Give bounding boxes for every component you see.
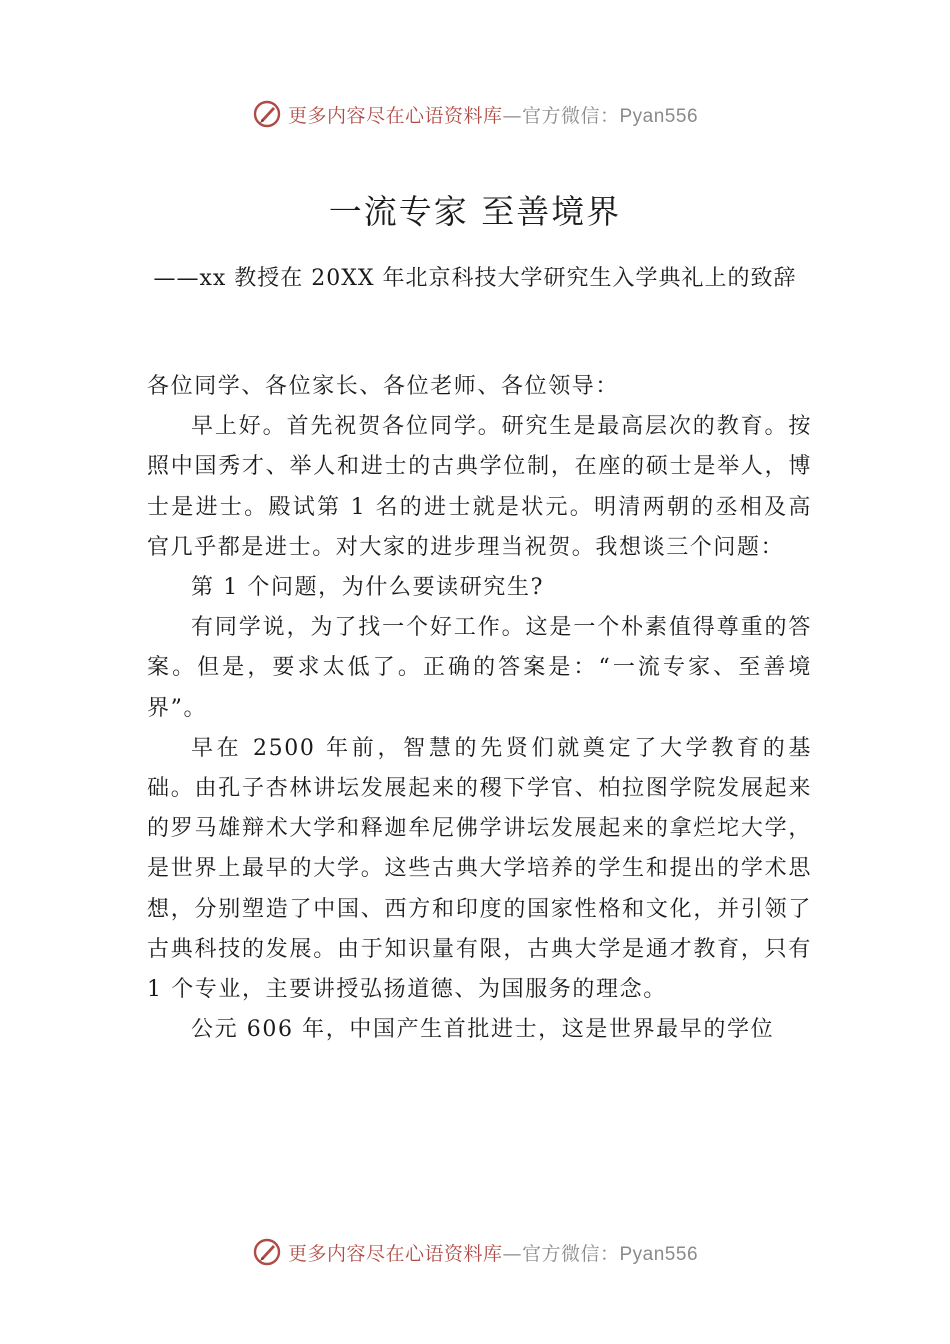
- paragraph: 第 1 个问题，为什么要读研究生?: [191, 575, 544, 601]
- salutation: 各位同学、各位家长、各位老师、各位领导：: [147, 374, 620, 399]
- quill-logo-icon: [252, 99, 282, 129]
- paragraph: 早在 2500 年前，智慧的先贤们就奠定了大学教育的基础。由孔子杏林讲坛发展起来的稷下学官、柏拉图学院发展起来的罗马雄辩术大学和释迦牟尼佛学讲坛发展起来的拿烂坨大学，是世界上最早的大学。这些古典大学培养的学生和提出的学术思想，分别塑造了中国、西方和印度的国家性格和文化，并引领了古典科技的发展。由于知识量有限，古典大学是通才教育，只有 1 个专业，主要讲授弘扬道德、为国服务的理念。: [147, 735, 812, 1003]
- quill-logo-icon: [252, 1237, 282, 1267]
- watermark-banner-bottom: [0, 1232, 950, 1272]
- document-body: [147, 367, 812, 1050]
- paragraph: 有同学说，为了找一个好工作。这是一个朴素值得尊重的答案。但是，要求太低了。正确的答案是：“一流专家、至善境界”。: [147, 615, 812, 721]
- paragraph: 早上好。首先祝贺各位同学。研究生是最高层次的教育。按照中国秀才、举人和进士的古典学位制，在座的硕士是举人，博士是进士。殿试第 1 名的进士就是状元。明清两朝的丞相及高官几乎都是进士。对大家的进步理当祝贺。我想谈三个问题：: [147, 414, 812, 560]
- watermark-text: 更多内容尽在心语资料库—官方微信：Pyan556: [287, 104, 699, 127]
- document-title: 一流专家 至善境界: [328, 192, 622, 231]
- watermark-banner-top: [0, 94, 950, 134]
- document-subtitle: ——xx 教授在 20XX 年北京科技大学研究生入学典礼上的致辞: [153, 266, 797, 291]
- watermark-text: 更多内容尽在心语资料库—官方微信：Pyan556: [287, 1242, 699, 1265]
- paragraph: 公元 606 年，中国产生首批进士，这是世界最早的学位: [191, 1017, 775, 1043]
